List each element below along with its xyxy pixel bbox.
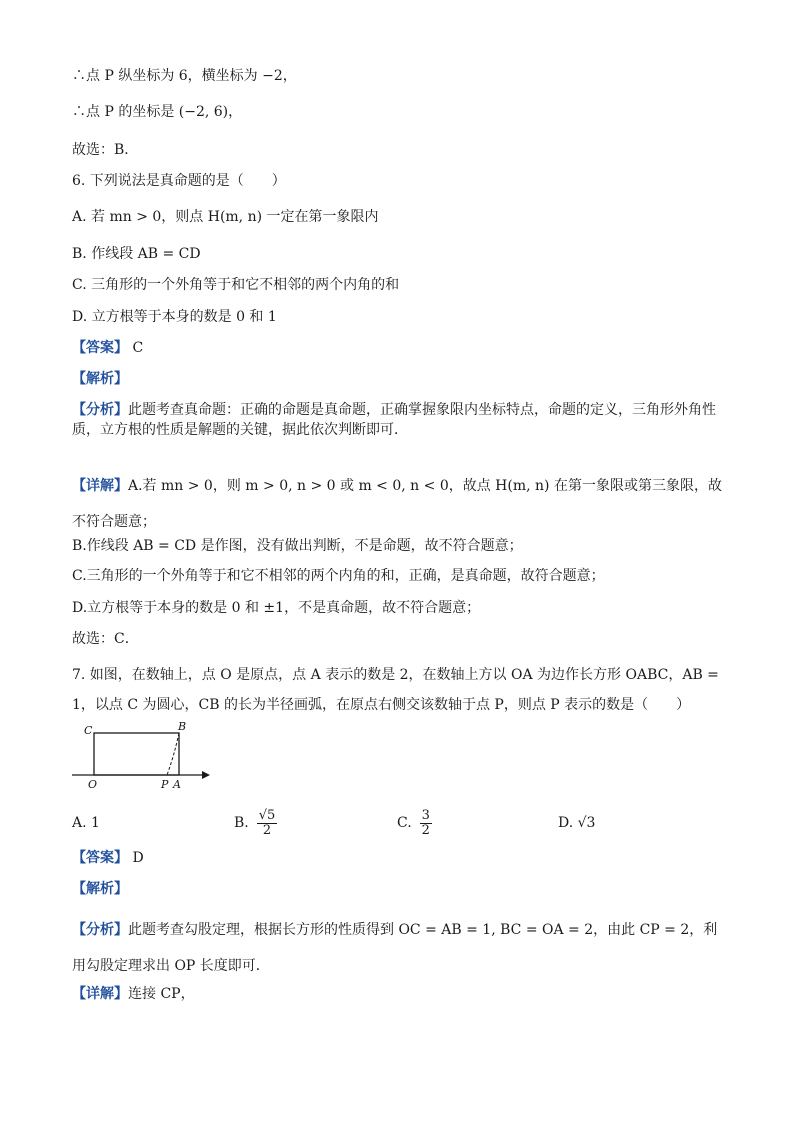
choice-b-fraction [257, 809, 278, 838]
fenxi-text: 此题考查勾股定理，根据长方形的性质得到 OC = AB = 1, BC = OA = 2，由此 CP = 2，利用勾股定理求出 OP 长度即可． [72, 922, 718, 974]
choice-c-denominator: 2 [421, 822, 430, 838]
fenxi-7 [72, 912, 722, 984]
fenxi-tag: 【分析】 [72, 922, 128, 938]
solution-line-1: ∴点 P 纵坐标为 6，横坐标为 −2， [72, 68, 297, 84]
question-7-choices [72, 806, 722, 840]
xiangjie-text: A.若 mn > 0，则 m > 0, n > 0 或 m < 0, n < 0，故点 H(m, n) 在第一象限或第三象限，故不符合题意； [72, 478, 722, 530]
xiangjie-6-c: C.三角形的一个外角等于和它不相邻的两个内角的和，正确，是真命题，故符合题意； [72, 568, 605, 584]
label-b: B [178, 720, 187, 733]
choice-c [397, 806, 432, 840]
xiangjie-tag: 【详解】 [72, 986, 128, 1002]
label-a: A [173, 778, 181, 791]
xiangjie-6-b: B.作线段 AB = CD 是作图，没有做出判断，不是命题，故不符合题意； [72, 538, 523, 554]
question-6-title: 6. 下列说法是真命题的是（ ） [72, 173, 286, 189]
xiangjie-7 [72, 984, 195, 1004]
rectangle-oabc [94, 733, 179, 775]
question-7-title: 7. 如图，在数轴上，点 O 是原点，点 A 表示的数是 2，在数轴上方以 OA 为边作长方形 OABC，AB = 1，以点 C 为圆心，CB 的长为半径画弧，在原点右侧交该数轴于点 P，则点 P 表示的数是（ ） [72, 667, 719, 713]
xiangjie-6-e: 故选：C． [72, 631, 139, 647]
choice-b-label: B. [234, 815, 249, 831]
choice-c-fraction [420, 809, 432, 838]
choice-b-denominator: 2 [262, 822, 272, 838]
choice-c-label: C. [397, 815, 412, 831]
label-c: C [84, 724, 93, 737]
xiangjie-text: 连接 CP， [128, 986, 195, 1002]
choice-c-numerator: 3 [421, 807, 430, 823]
choice-b-numerator: √5 [258, 807, 276, 823]
answer-7 [72, 848, 144, 868]
question-6-option-c: C. 三角形的一个外角等于和它不相邻的两个内角的和 [72, 277, 400, 293]
choice-b [234, 806, 277, 840]
question-6-option-b: B. 作线段 AB = CD [72, 246, 201, 262]
xiangjie-6-a [72, 468, 722, 540]
question-6-option-a: A. 若 mn > 0，则点 H(m, n) 一定在第一象限内 [72, 209, 379, 225]
xiangjie-6-d: D.立方根等于本身的数是 0 和 ±1，不是真命题，故不符合题意； [72, 600, 481, 616]
choice-a-text: A. 1 [72, 815, 100, 831]
answer-tag: 【答案】 [72, 340, 128, 356]
analysis-tag-6: 【解析】 [72, 371, 128, 387]
number-line-figure [70, 720, 215, 796]
arc-bp [167, 733, 179, 775]
fenxi-tag: 【分析】 [72, 402, 128, 418]
question-6-option-d: D. 立方根等于本身的数是 0 和 1 [72, 309, 277, 325]
answer-6 [72, 338, 143, 358]
answer-value: C [132, 340, 144, 356]
fenxi-6 [72, 400, 722, 440]
answer-tag: 【答案】 [72, 850, 128, 866]
axis-arrow [202, 771, 210, 779]
xiangjie-tag: 【详解】 [72, 478, 128, 494]
label-o: O [88, 778, 98, 791]
solution-choice-b: 故选：B． [72, 142, 139, 158]
label-p: P [161, 778, 169, 791]
answer-value: D [132, 850, 144, 866]
solution-line-2: ∴点 P 的坐标是 (−2, 6)， [72, 104, 243, 120]
choice-d-text: D. √3 [558, 815, 596, 831]
choice-d [558, 806, 595, 840]
analysis-tag-7: 【解析】 [72, 881, 128, 897]
fenxi-text: 此题考查真命题：正确的命题是真命题，正确掌握象限内坐标特点，命题的定义，三角形外角性质，立方根的性质是解题的关键，据此依次判断即可． [72, 402, 716, 438]
choice-a [72, 806, 100, 840]
